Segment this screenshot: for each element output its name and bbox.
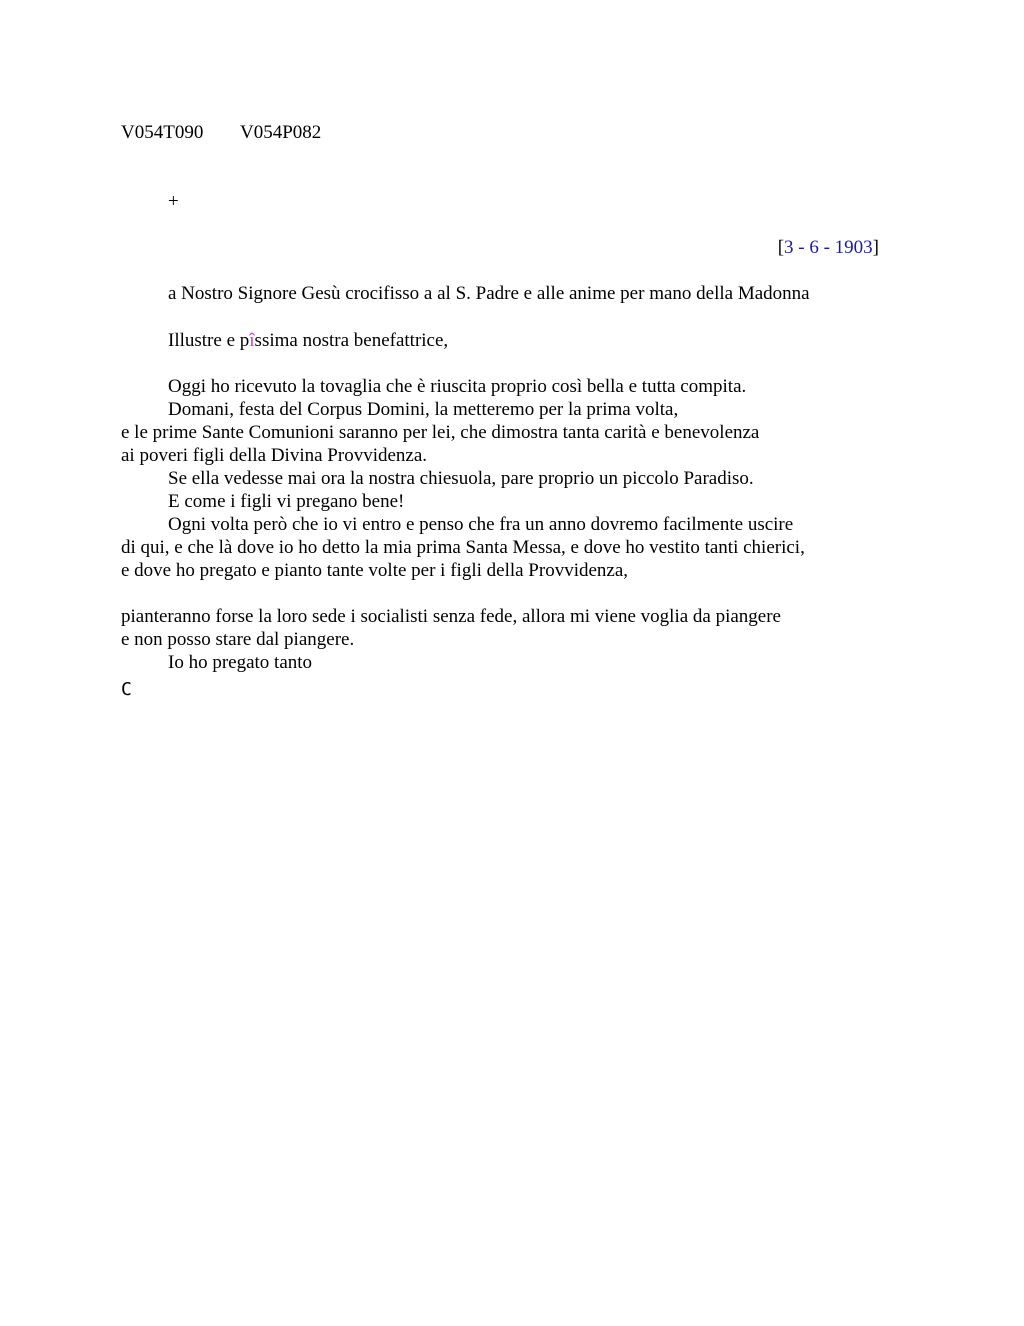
body-line: Domani, festa del Corpus Domini, la metteremo per la prima volta,: [168, 399, 679, 420]
cross-symbol: +: [168, 191, 179, 212]
body-line: Oggi ho ricevuto la tovaglia che è riuscita proprio così bella e tutta compita.: [168, 376, 747, 397]
body-line: di qui, e che là dove io ho detto la mia prima Santa Messa, e dove ho vestito tanti chierici,: [121, 537, 805, 558]
date-close-bracket: ]: [872, 237, 879, 258]
body-line: ai poveri figli della Divina Provvidenza.: [121, 445, 428, 466]
letter-body: [121, 375, 901, 674]
body-line: e dove ho pregato e pianto tante volte per i figli della Provvidenza,: [121, 560, 629, 581]
salutation-part-2: ssima nostra benefattrice,: [254, 330, 449, 351]
document-code-right: V054P082: [240, 122, 322, 143]
date-open-bracket: [: [777, 237, 785, 258]
salutation-highlight: î: [249, 330, 255, 351]
body-line: pianteranno forse la loro sede i socialisti senza fede, allora mi viene voglia da piangere: [121, 606, 781, 627]
body-blank-line: [121, 582, 901, 605]
body-line: E come i figli vi pregano bene!: [168, 491, 405, 512]
body-line: e non posso stare dal piangere.: [121, 629, 355, 650]
dedication-line: a Nostro Signore Gesù crocifisso a al S. Padre e alle anime per mano della Madonna: [168, 283, 810, 304]
date-value: 3 - 6 - 1903: [784, 237, 873, 258]
salutation-line: [168, 329, 448, 352]
letter-date: [778, 236, 879, 259]
page-mark: C: [121, 679, 132, 700]
body-line: e le prime Sante Comunioni saranno per lei, che dimostra tanta carità e benevolenza: [121, 422, 760, 443]
salutation-part-1: Illustre e p: [168, 330, 250, 351]
document-code-left: V054T090: [121, 122, 204, 143]
body-line: Ogni volta però che io vi entro e penso che fra un anno dovremo facilmente uscire: [168, 514, 794, 535]
body-line: Io ho pregato tanto: [168, 652, 313, 673]
body-line: Se ella vedesse mai ora la nostra chiesuola, pare proprio un piccolo Paradiso.: [168, 468, 754, 489]
